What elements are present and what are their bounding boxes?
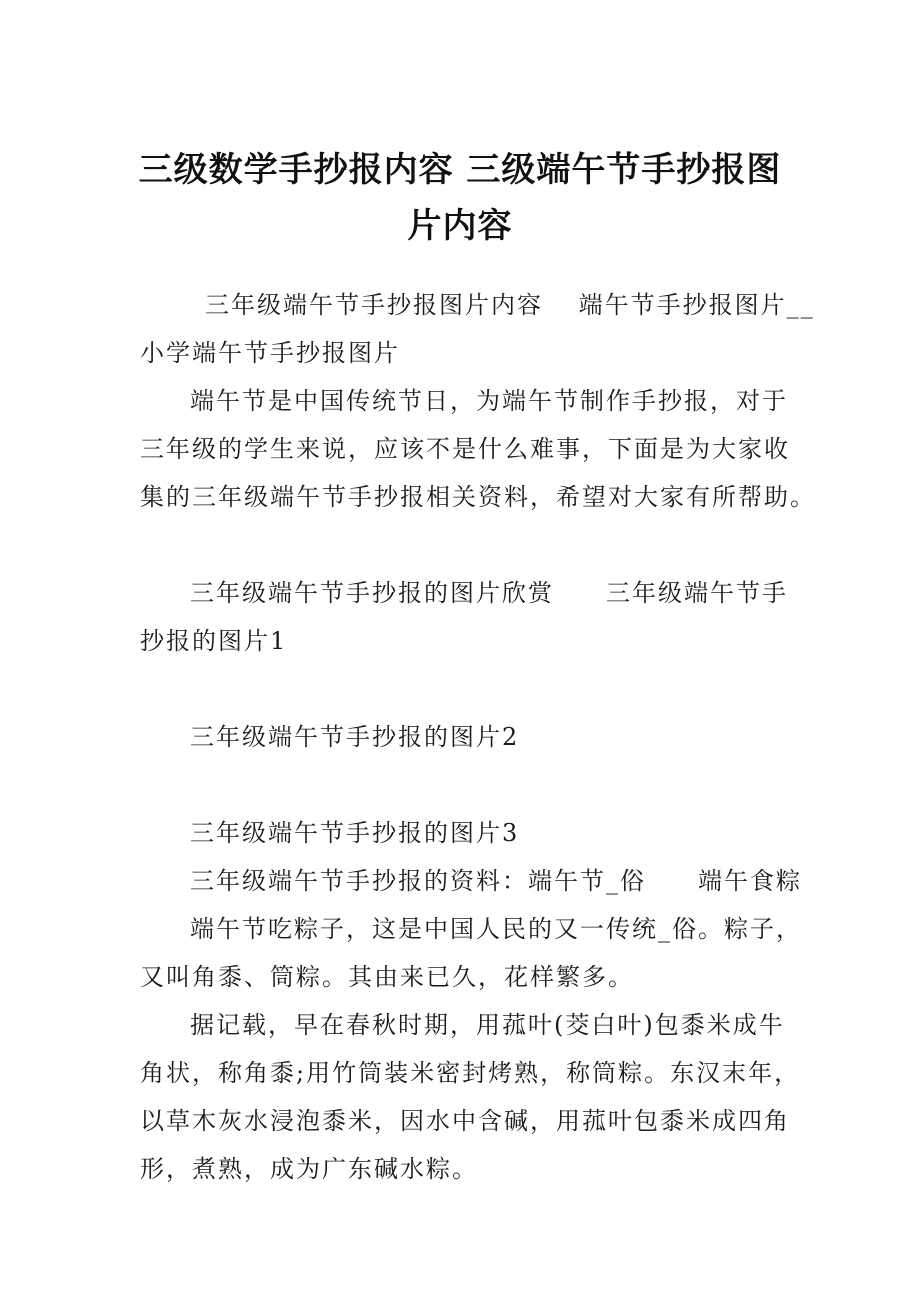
text-line: 集的三年级端午节手抄报相关资料，希望对大家有所帮助。 [140,483,816,511]
text-line: 三年级端午节手抄报的图片3 [190,819,520,847]
text-line: 三年级端午节手抄报的资料：端午节_俗 端午食粽 [190,867,802,895]
text-line: 端午节吃粽子，这是中国人民的又一传统_俗。粽子， [190,915,802,943]
text-line: 形，煮熟，成为广东碱水粽。 [140,1155,478,1183]
document-title-line-1: 三级数学手抄报内容 三级端午节手抄报图 [138,150,782,190]
text-line: 三年级端午节手抄报的图片2 [190,723,520,751]
text-line: 据记载，早在春秋时期，用菰叶(茭白叶)包黍米成牛 [190,1011,785,1039]
text-line: 角状，称角黍;用竹筒装米密封烤熟，称筒粽。东汉末年， [140,1059,801,1087]
text-line: 抄报的图片1 [140,627,288,655]
text-line: 小学端午节手抄报图片 [140,339,400,367]
document-title-line-2: 片内容 [407,206,513,246]
text-line: 三年级端午节手抄报的图片欣赏 三年级端午节手 [190,579,788,607]
text-line: 以草木灰水浸泡黍米，因水中含碱，用菰叶包黍米成四角 [140,1107,790,1135]
text-line: 又叫角黍、筒粽。其由来已久，花样繁多。 [140,963,634,991]
text-line: 三年级的学生来说，应该不是什么难事，下面是为大家收 [140,435,790,463]
text-line: 端午节是中国传统节日，为端午节制作手抄报，对于 [190,387,788,415]
text-line: 三年级端午节手抄报图片内容 端午节手抄报图片__ [205,291,815,319]
